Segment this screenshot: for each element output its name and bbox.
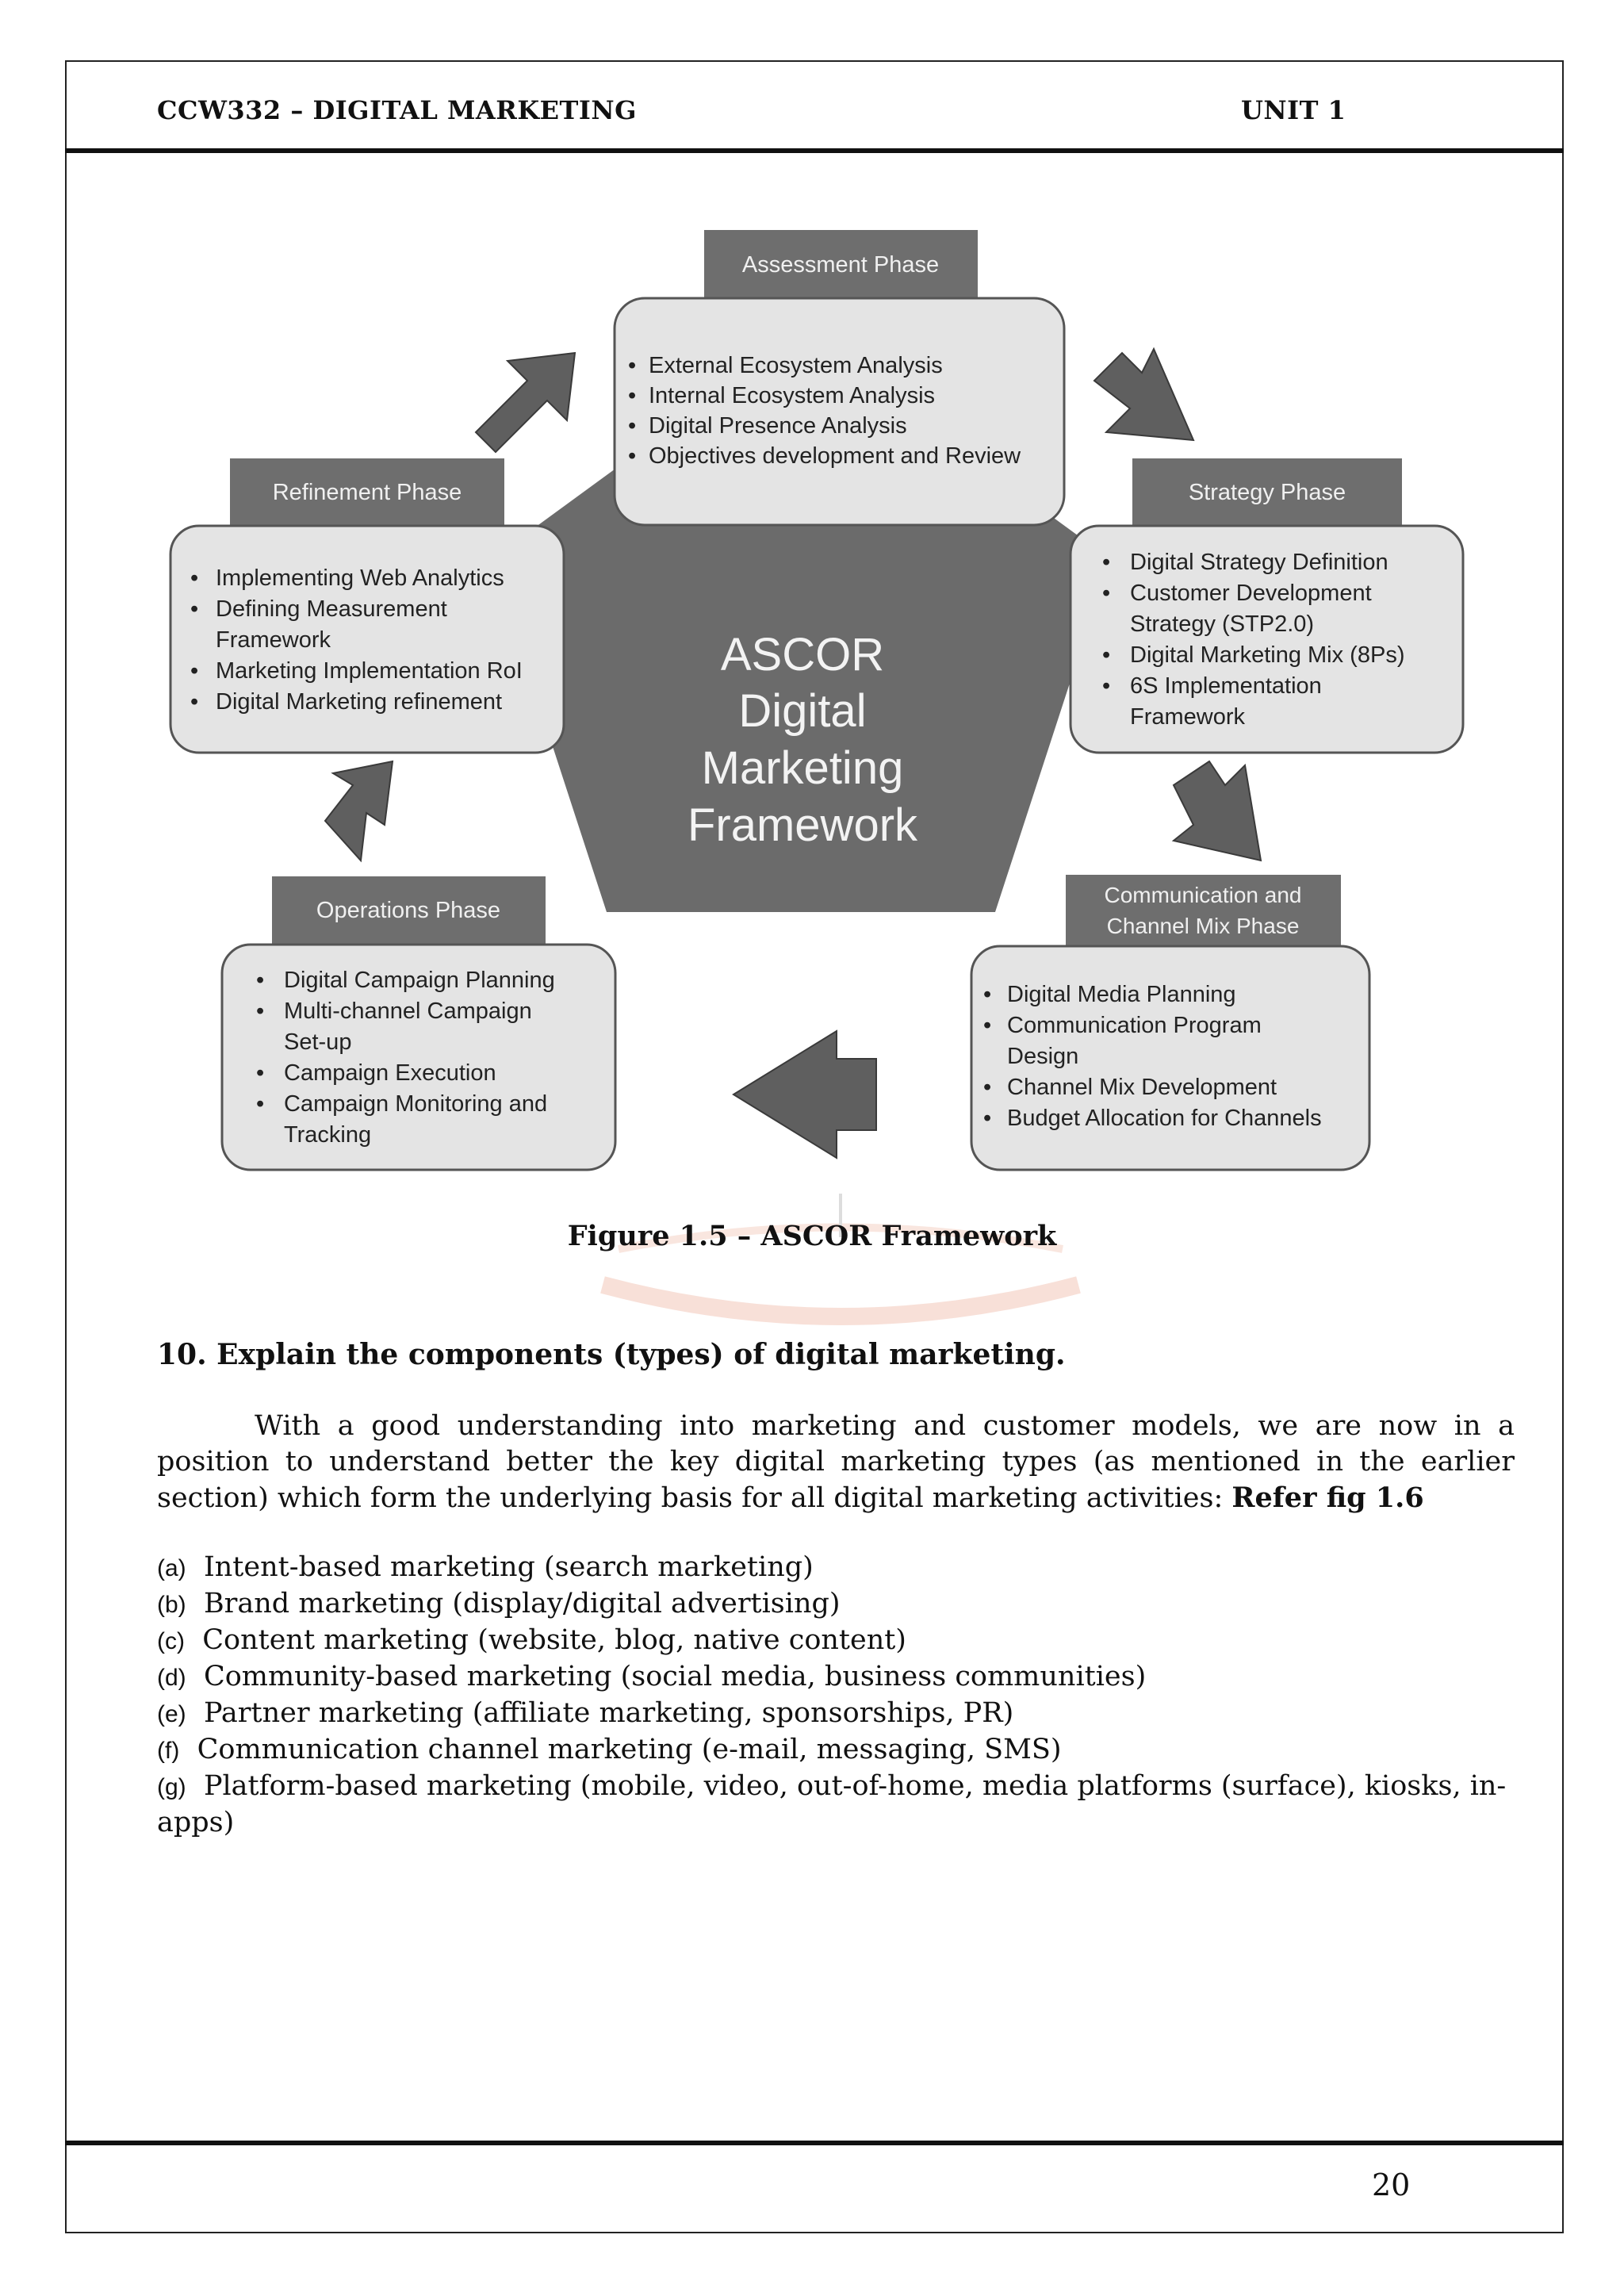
center-title-line-1: ASCOR — [720, 629, 885, 680]
list-item-label: (a) — [157, 1555, 186, 1581]
svg-text:•: • — [1102, 673, 1111, 699]
refinement-item: Defining Measurement — [216, 596, 447, 622]
refinement-item: Implementing Web Analytics — [216, 565, 504, 591]
arrow-assessment-to-strategy-icon — [1094, 349, 1193, 440]
assessment-item: Internal Ecosystem Analysis — [649, 383, 936, 408]
arrow-communication-to-operations-icon — [733, 1031, 876, 1158]
refinement-item: Framework — [216, 627, 331, 653]
unit-label: UNIT 1 — [1241, 95, 1346, 125]
strategy-item: Framework — [1130, 704, 1246, 730]
communication-item: Communication Program — [1007, 1013, 1262, 1038]
course-title: CCW332 – DIGITAL MARKETING — [157, 95, 637, 125]
communication-phase-title-line-1: Communication and — [1104, 883, 1302, 907]
list-item — [157, 1769, 1515, 1841]
list-item — [157, 1659, 1515, 1696]
communication-item: Budget Allocation for Channels — [1007, 1106, 1322, 1131]
center-title-line-3: Marketing — [701, 742, 904, 794]
body-paragraph — [157, 1409, 1515, 1516]
footer-rule — [65, 2141, 1564, 2145]
svg-text:•: • — [256, 999, 265, 1024]
center-title-line-2: Digital — [738, 685, 867, 737]
list-item-label: (f) — [157, 1738, 180, 1764]
list-item-label: (g) — [157, 1774, 186, 1800]
svg-text:•: • — [190, 658, 199, 684]
figure-reference: Refer fig 1.6 — [1231, 1481, 1424, 1514]
center-title-line-4: Framework — [687, 799, 918, 851]
operations-item: Digital Campaign Planning — [284, 968, 555, 993]
svg-text:•: • — [256, 1060, 265, 1086]
svg-text:•: • — [983, 1075, 992, 1100]
list-item-label: (c) — [157, 1628, 185, 1654]
list-item — [157, 1623, 1515, 1659]
strategy-phase — [1071, 458, 1463, 753]
svg-text:•: • — [628, 353, 637, 378]
operations-item: Tracking — [284, 1122, 372, 1148]
svg-text:•: • — [1102, 581, 1111, 606]
operations-phase — [222, 876, 615, 1170]
svg-text:•: • — [190, 689, 199, 715]
svg-text:•: • — [983, 1106, 992, 1131]
svg-text:•: • — [1102, 550, 1111, 575]
question-heading: 10. Explain the components (types) of digital marketing. — [157, 1338, 1066, 1371]
list-item-text: Intent-based marketing (search marketing) — [203, 1551, 814, 1583]
svg-text:•: • — [190, 596, 199, 622]
strategy-item: Strategy (STP2.0) — [1130, 611, 1315, 637]
communication-phase-title-line-2: Channel Mix Phase — [1106, 914, 1300, 938]
operations-item: Campaign Monitoring and — [284, 1091, 548, 1117]
strategy-item: Digital Strategy Definition — [1130, 550, 1388, 575]
arrow-refinement-to-assessment-icon — [476, 353, 575, 452]
strategy-item: 6S Implementation — [1130, 673, 1322, 699]
svg-text:•: • — [1102, 642, 1111, 668]
refinement-item: Marketing Implementation RoI — [216, 658, 523, 684]
list-item-label: (d) — [157, 1665, 186, 1691]
communication-item: Digital Media Planning — [1007, 982, 1236, 1007]
strategy-item: Customer Development — [1130, 581, 1372, 606]
list-item — [157, 1696, 1515, 1732]
marketing-types-list — [157, 1550, 1515, 1841]
assessment-item: External Ecosystem Analysis — [649, 353, 943, 378]
paragraph-text: With a good understanding into marketing and customer models, we are now in a position to understand better the key digital marketing types (as mentioned in the earlier section) which form the underlying basis for all digital marketing activities: — [157, 1410, 1515, 1514]
list-item-text: Content marketing (website, blog, native content) — [202, 1624, 906, 1656]
list-item — [157, 1586, 1515, 1623]
svg-text:•: • — [983, 982, 992, 1007]
strategy-item: Digital Marketing Mix (8Ps) — [1130, 642, 1405, 668]
svg-text:•: • — [256, 1091, 265, 1117]
communication-phase — [971, 875, 1369, 1170]
list-item — [157, 1550, 1515, 1586]
list-item — [157, 1732, 1515, 1769]
list-item-text: Community-based marketing (social media, business communities) — [203, 1661, 1147, 1692]
list-item-text: Brand marketing (display/digital advertising) — [203, 1588, 841, 1619]
svg-text:•: • — [190, 565, 199, 591]
svg-text:•: • — [628, 383, 637, 408]
svg-text:•: • — [983, 1013, 992, 1038]
refinement-phase — [170, 458, 564, 753]
communication-item: Channel Mix Development — [1007, 1075, 1277, 1100]
assessment-item: Objectives development and Review — [649, 443, 1021, 469]
strategy-phase-title: Strategy Phase — [1188, 480, 1346, 505]
svg-text:•: • — [256, 968, 265, 993]
communication-item: Design — [1007, 1044, 1079, 1069]
assessment-item: Digital Presence Analysis — [649, 413, 907, 439]
svg-text:•: • — [628, 413, 637, 439]
arrow-strategy-to-communication-icon — [1174, 761, 1261, 861]
operations-item: Set-up — [284, 1029, 352, 1055]
svg-text:•: • — [628, 443, 637, 469]
list-item-label: (b) — [157, 1592, 186, 1618]
list-item-text: Platform-based marketing (mobile, video, out-of-home, media platforms (surface), kiosks, in-apps) — [157, 1770, 1507, 1838]
figure-caption: Figure 1.5 – ASCOR Framework — [567, 1220, 1057, 1252]
list-item-text: Communication channel marketing (e-mail, messaging, SMS) — [197, 1734, 1062, 1765]
arrow-operations-to-refinement-icon — [325, 761, 393, 861]
refinement-item: Digital Marketing refinement — [216, 689, 503, 715]
list-item-text: Partner marketing (affiliate marketing, sponsorships, PR) — [203, 1697, 1014, 1729]
operations-item: Multi-channel Campaign — [284, 999, 532, 1024]
assessment-phase-title: Assessment Phase — [741, 252, 940, 278]
operations-item: Campaign Execution — [284, 1060, 496, 1086]
list-item-label: (e) — [157, 1701, 186, 1727]
page-number: 20 — [1372, 2168, 1411, 2202]
refinement-phase-title: Refinement Phase — [272, 480, 462, 505]
operations-phase-title: Operations Phase — [316, 898, 501, 923]
assessment-phase — [615, 230, 1064, 525]
